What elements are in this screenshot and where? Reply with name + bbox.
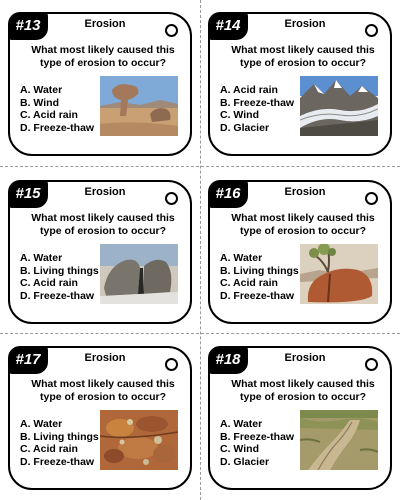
punch-hole-icon	[365, 192, 378, 205]
card-title: Erosion	[84, 18, 126, 30]
answer-option: B. Freeze-thaw	[220, 96, 295, 109]
answer-option: D. Glacier	[220, 455, 270, 468]
answer-option: D. Freeze-thaw	[20, 121, 95, 134]
question-line-2: type of erosion to occur?	[39, 225, 166, 237]
card-title: Erosion	[284, 352, 326, 364]
answer-option: C. Wind	[220, 109, 259, 121]
answer-option: C. Acid rain	[20, 109, 78, 121]
answer-list	[220, 84, 294, 134]
question-text	[224, 44, 382, 70]
punch-hole-icon	[165, 24, 178, 37]
punch-hole-icon	[165, 192, 178, 205]
card-number: #14	[208, 12, 248, 40]
lichen-rock-photo	[100, 410, 178, 470]
question-line-1: What most likely caused this	[231, 212, 375, 224]
question-text	[24, 378, 182, 404]
card-title: Erosion	[284, 18, 326, 30]
answer-option: C. Acid rain	[20, 277, 78, 289]
answer-option: B. Living things	[220, 264, 299, 277]
answer-option: C. Acid rain	[20, 443, 78, 455]
answer-option: D. Freeze-thaw	[220, 289, 295, 302]
answer-option: A. Acid rain	[220, 84, 278, 96]
task-card-16	[208, 180, 392, 324]
answer-option: D. Freeze-thaw	[20, 289, 95, 302]
cut-line-horizontal	[0, 333, 400, 334]
answer-option: B. Wind	[20, 96, 59, 109]
answer-option: A. Water	[20, 84, 63, 96]
task-card-18	[208, 346, 392, 490]
punch-hole-icon	[165, 358, 178, 371]
answer-option: D. Freeze-thaw	[20, 455, 95, 468]
answer-option: B. Living things	[20, 264, 99, 277]
answer-option: A. Water	[20, 252, 63, 264]
answer-list	[20, 252, 99, 302]
card-number: #17	[8, 346, 48, 374]
answer-list	[20, 84, 94, 134]
glacier-valley-photo	[300, 76, 378, 136]
answer-option: C. Acid rain	[220, 277, 278, 289]
question-text	[24, 212, 182, 238]
punch-hole-icon	[365, 358, 378, 371]
question-line-1: What most likely caused this	[231, 378, 375, 390]
answer-option: D. Glacier	[220, 121, 270, 134]
question-line-2: type of erosion to occur?	[39, 391, 166, 403]
card-number: #15	[8, 180, 48, 208]
card-number: #18	[208, 346, 248, 374]
card-number: #16	[208, 180, 248, 208]
question-text	[224, 212, 382, 238]
card-number: #13	[8, 12, 48, 40]
question-line-2: type of erosion to occur?	[239, 225, 366, 237]
answer-list	[220, 418, 294, 468]
task-card-13	[8, 12, 192, 156]
answer-option: C. Wind	[220, 443, 259, 455]
answer-list	[220, 252, 299, 302]
desert-rock-formation-photo	[100, 76, 178, 136]
question-line-2: type of erosion to occur?	[239, 391, 366, 403]
answer-option: B. Living things	[20, 430, 99, 443]
answer-option: A. Water	[20, 418, 63, 430]
answer-list	[20, 418, 99, 468]
question-line-2: type of erosion to occur?	[239, 57, 366, 69]
card-title: Erosion	[84, 186, 126, 198]
task-card-14	[208, 12, 392, 156]
gully-erosion-photo	[300, 410, 378, 470]
card-title: Erosion	[84, 352, 126, 364]
card-title: Erosion	[284, 186, 326, 198]
punch-hole-icon	[365, 24, 378, 37]
question-line-1: What most likely caused this	[231, 44, 375, 56]
answer-option: A. Water	[220, 252, 263, 264]
question-line-1: What most likely caused this	[31, 212, 175, 224]
answer-option: B. Freeze-thaw	[220, 430, 295, 443]
cut-line-horizontal	[0, 166, 400, 167]
tree-root-rock-photo	[300, 244, 378, 304]
split-boulder-photo	[100, 244, 178, 304]
question-text	[224, 378, 382, 404]
question-text	[24, 44, 182, 70]
task-card-17	[8, 346, 192, 490]
question-line-1: What most likely caused this	[31, 378, 175, 390]
question-line-1: What most likely caused this	[31, 44, 175, 56]
task-card-15	[8, 180, 192, 324]
answer-option: A. Water	[220, 418, 263, 430]
cut-line-vertical	[200, 0, 201, 500]
question-line-2: type of erosion to occur?	[39, 57, 166, 69]
